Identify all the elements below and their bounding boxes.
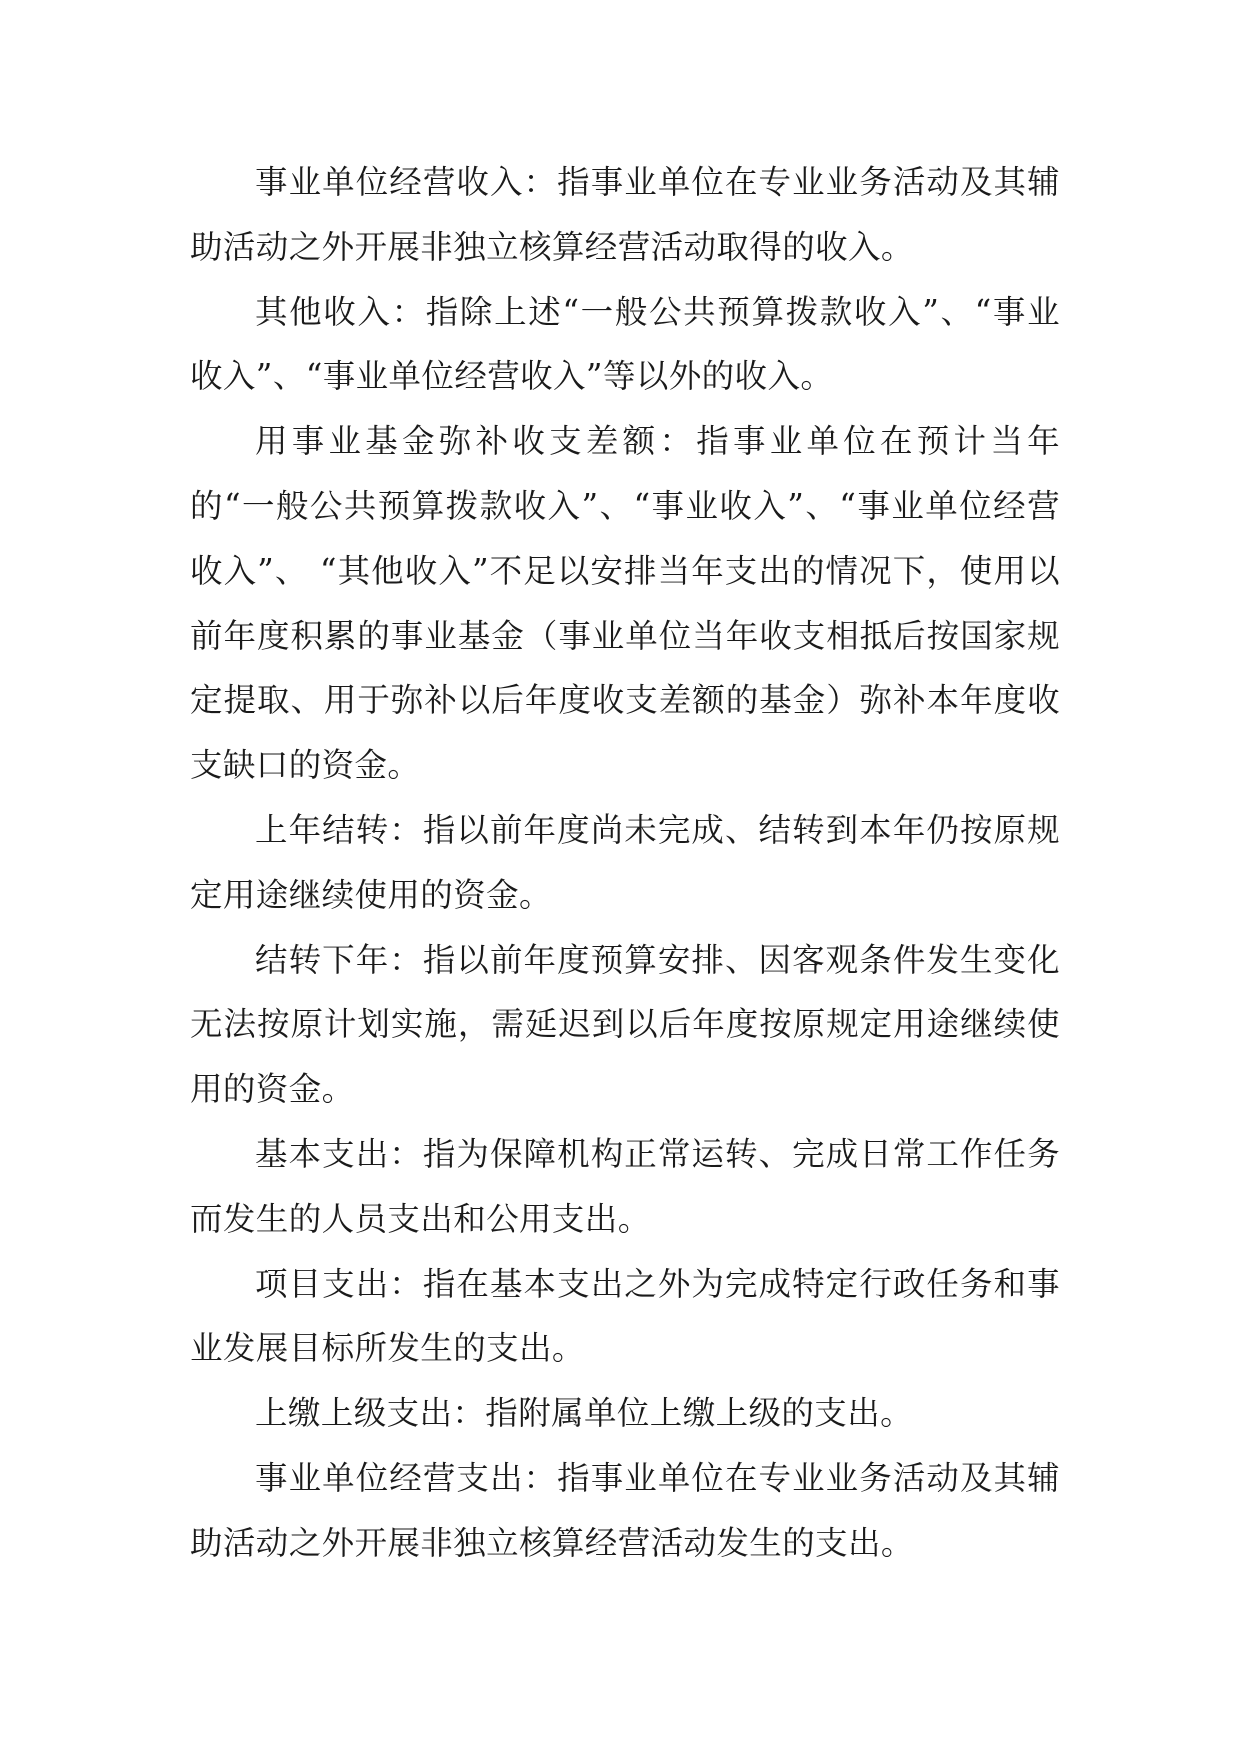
- document-body: [190, 150, 1060, 1576]
- paragraph-business-operating-income: 事业单位经营收入：指事业单位在专业业务活动及其辅助活动之外开展非独立核算经营活动取得的收入。: [190, 163, 1060, 266]
- paragraph-prior-year-carryover: 上年结转：指以前年度尚未完成、结转到本年仍按原规定用途继续使用的资金。: [190, 810, 1060, 914]
- paragraph-basic-expenditure: 基本支出：指为保障机构正常运转、完成日常工作任务而发生的人员支出和公用支出。: [190, 1134, 1060, 1238]
- paragraph-remittance-to-superior: 上缴上级支出：指附属单位上缴上级的支出。: [255, 1394, 914, 1433]
- paragraph-carryover-to-next-year: 结转下年：指以前年度预算安排、因客观条件发生变化无法按原计划实施，需延迟到以后年度按原规定用途继续使用的资金。: [190, 940, 1060, 1109]
- paragraph-other-income: 其他收入：指除上述“一般公共预算拨款收入”、“事业收入”、“事业单位经营收入”等以外的收入。: [190, 292, 1060, 396]
- paragraph-fund-balance-compensation: 用事业基金弥补收支差额：指事业单位在预计当年的“一般公共预算拨款收入”、“事业收入”、“事业单位经营收入”、 “其他收入”不足以安排当年支出的情况下，使用以前年度积累的事业基金（事业单位当年收支相抵后按国家规定提取、用于弥补以后年度收支差额的基金）弥补本年度收支缺口的资金。: [190, 422, 1060, 785]
- paragraph-project-expenditure: 项目支出：指在基本支出之外为完成特定行政任务和事业发展目标所发生的支出。: [190, 1264, 1060, 1368]
- paragraph-business-operating-expenditure: 事业单位经营支出：指事业单位在专业业务活动及其辅助活动之外开展非独立核算经营活动发生的支出。: [190, 1458, 1060, 1562]
